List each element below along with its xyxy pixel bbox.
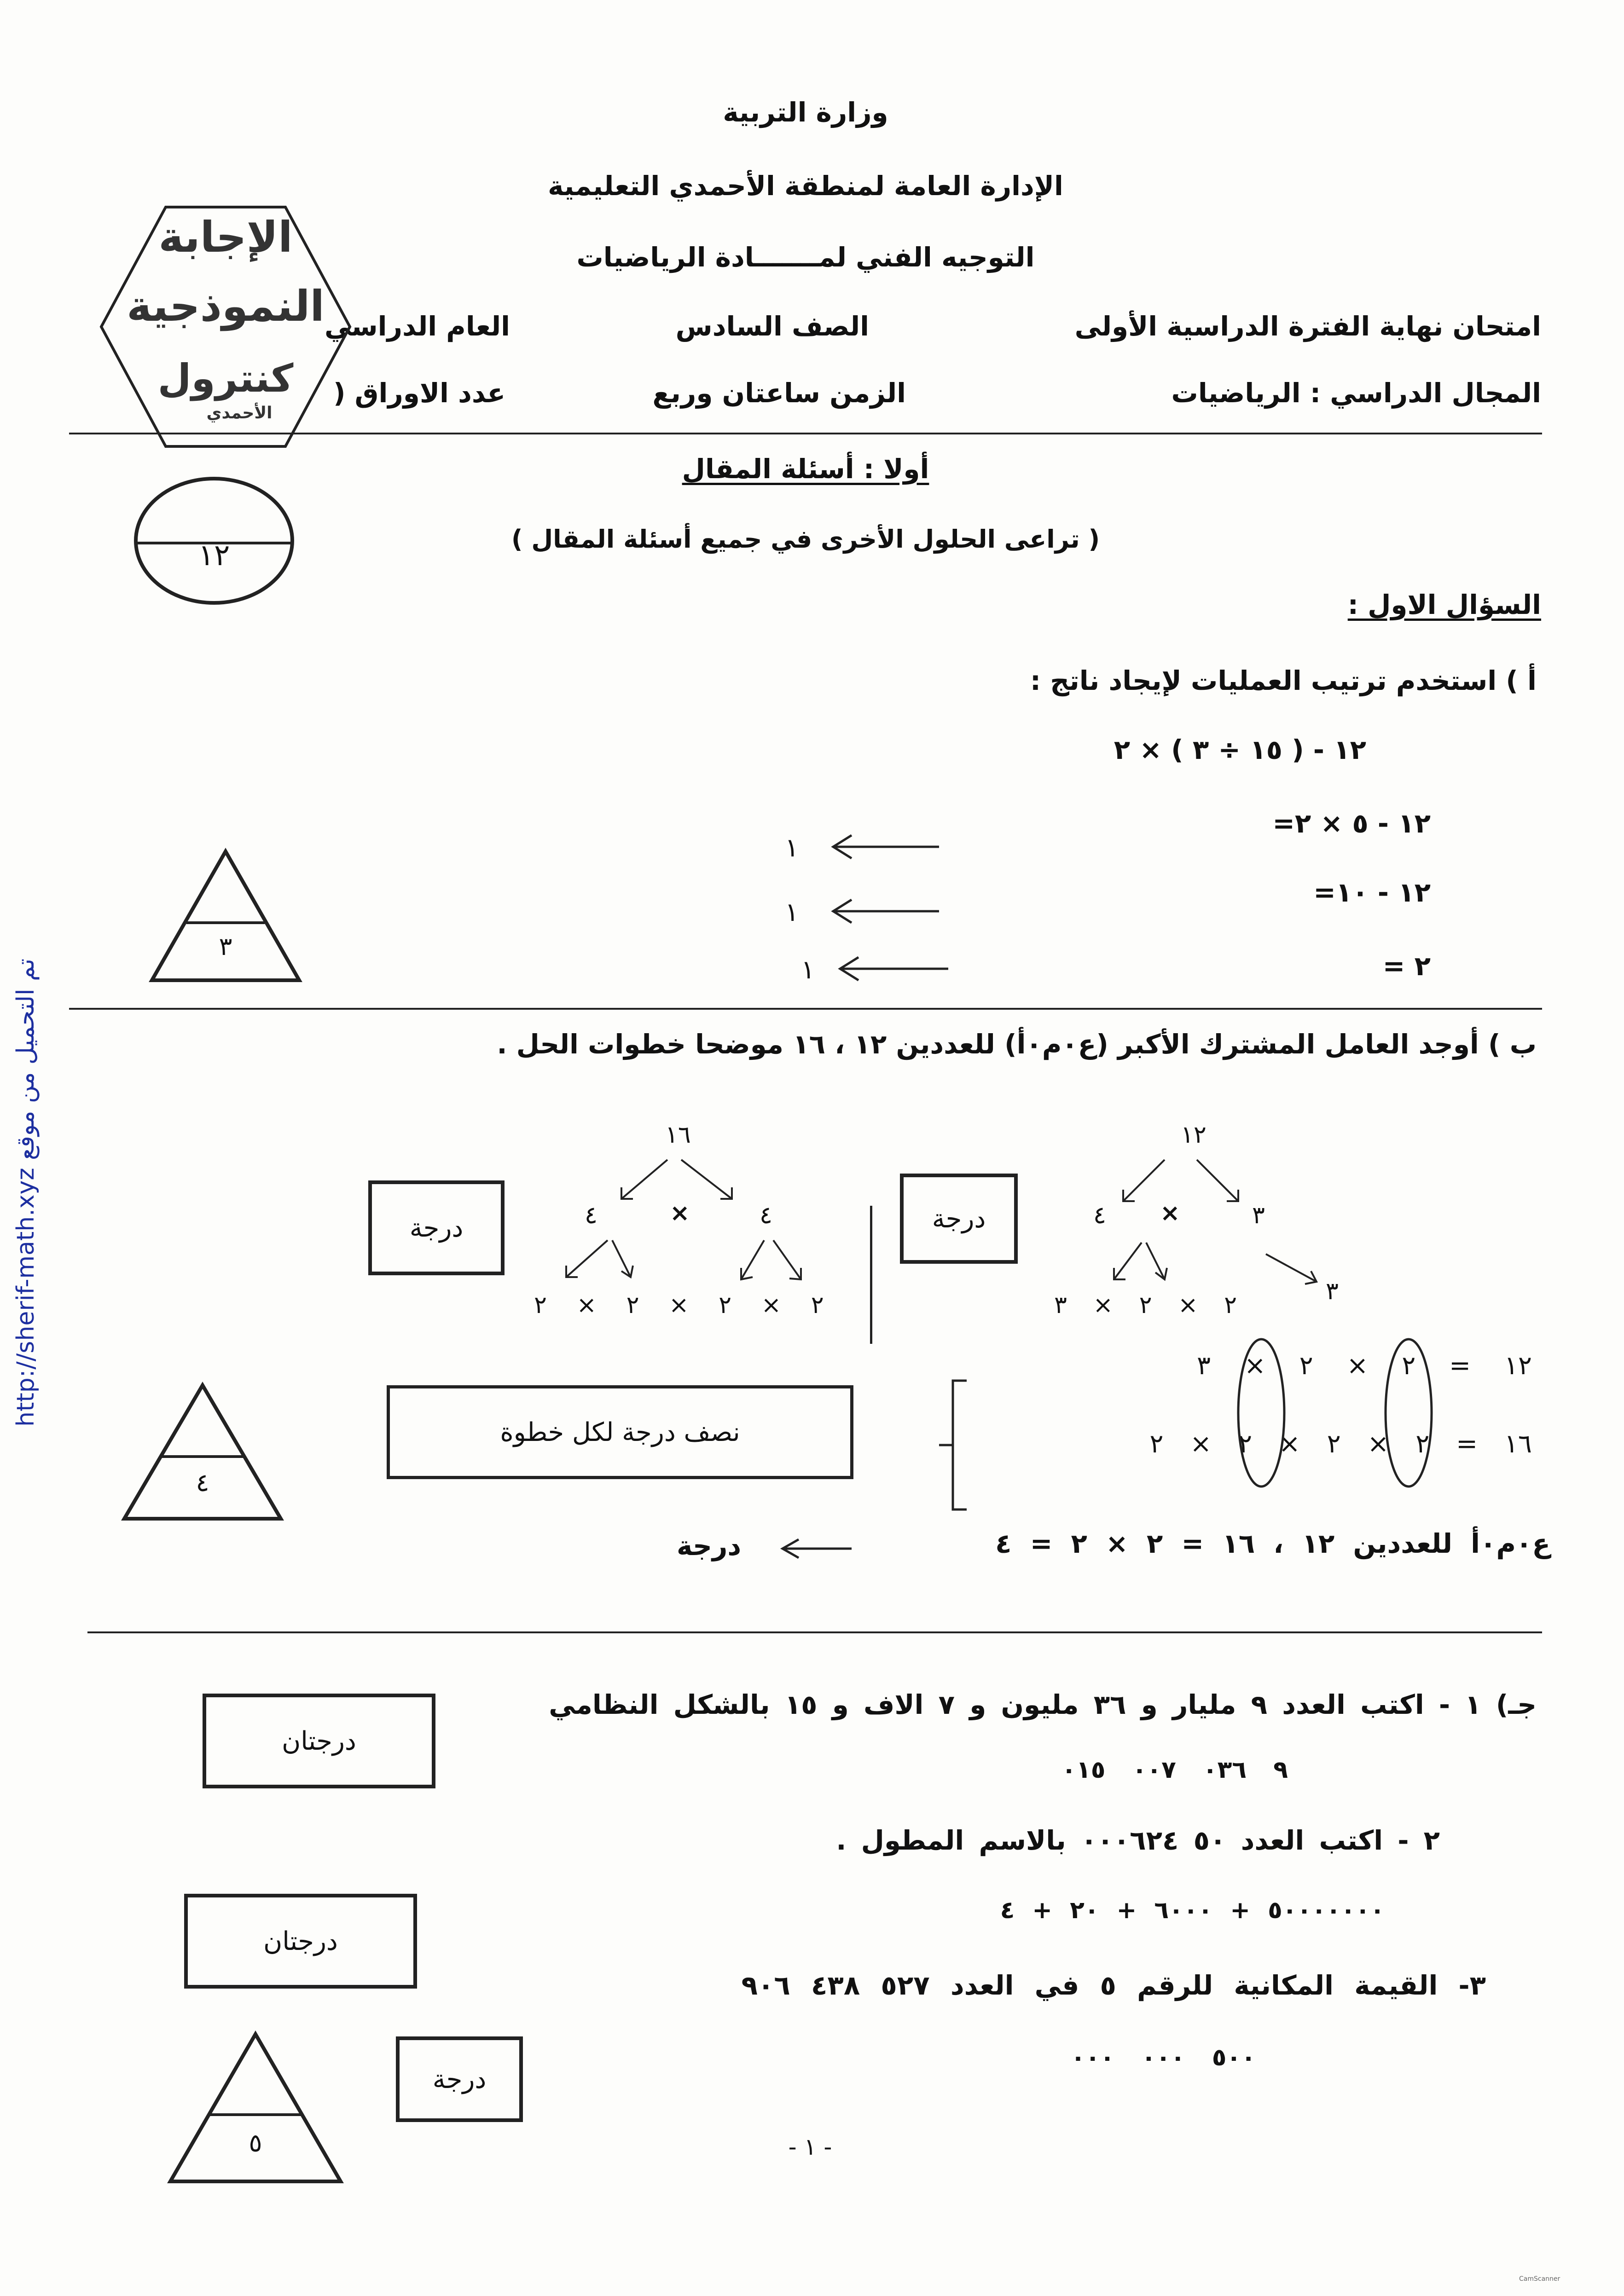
q1c-mark-box-2: درجتان <box>184 1894 417 1989</box>
stamp-line-1: الإجابة <box>158 213 293 262</box>
half-mark-box: نصف درجة لكل خطوة <box>387 1385 853 1479</box>
q1a-mark-2: ١ <box>785 897 799 927</box>
field-label: المجال الدراسي : الرياضيات <box>1171 377 1541 409</box>
tree16-right: ٤ <box>760 1202 772 1229</box>
total-score: ١٢ <box>198 538 230 573</box>
section-note: ( تراعى الحلول الأخرى في جميع أسئلة المقال ) <box>511 525 1100 554</box>
q1b-result: ع٠م٠أ للعددين ١٢ ، ١٦ = ٢ × ٢ = ٤ <box>995 1528 1550 1559</box>
grade-label: الصف السادس <box>675 311 869 342</box>
section-title: أولا : أسئلة المقال <box>682 453 929 485</box>
exam-title: امتحان نهاية الفترة الدراسية الأولى <box>1074 311 1541 342</box>
tree12-branches <box>1059 1151 1372 1316</box>
q1c-score-triangle <box>166 2030 345 2186</box>
page-number: - ١ - <box>788 2134 832 2160</box>
q1a-score-triangle <box>147 847 304 985</box>
tree12-leaves: ٢ × ٢ × ٣ <box>1054 1291 1237 1319</box>
part-b-divider <box>87 1631 1542 1633</box>
q1c-prompt-2: ٢ - اكتب العدد ٥٠ ٠٠٠٦٢٤ بالاسم المطول . <box>836 1825 1440 1856</box>
q1b-result-arrow <box>778 1537 856 1560</box>
tree16-branches <box>543 1151 856 1316</box>
tree12-extra-factor: ٣ <box>1326 1278 1339 1305</box>
q1a-line4: = ٢ <box>1382 950 1431 982</box>
q1b-factor-12: ١٢ = ٢ × ٢ × ٣ <box>1197 1351 1532 1381</box>
q1a-score: ٣ <box>219 932 232 961</box>
duration-label: الزمن ساعتان وربع <box>652 377 906 409</box>
footer-scanner-mark: CamScanner <box>1519 2275 1560 2283</box>
stamp-line-2: النموذجية <box>127 282 325 331</box>
q1b-prompt: ب ) أوجد العامل المشترك الأكبر (ع٠م٠أ) للعددين ١٢ ، ١٦ موضحا خطوات الحل . <box>497 1029 1537 1060</box>
common-factor-circles <box>1215 1335 1473 1491</box>
q1c-answer-3: ٥٠٠ ٠٠٠ ٠٠٠ <box>1071 2044 1256 2071</box>
tree16-left: ٤ <box>585 1202 597 1229</box>
year-label: العام الدراسي <box>324 311 510 342</box>
q1c-answer-2: ٥٠٠٠٠٠٠٠ + ٦٠٠٠ + ٢٠ + ٤ <box>1000 1897 1385 1924</box>
q1c-prompt-1: جـ) ١ - اكتب العدد ٩ مليار و ٣٦ مليون و ٧ الاف و ١٥ بالشكل النظامي <box>549 1689 1537 1720</box>
tree16-root: ١٦ <box>665 1121 691 1149</box>
q1a-line2: =١٢ - ٥ × ٢ <box>1272 808 1431 839</box>
q1b-mark-box-right: درجة <box>900 1174 1018 1264</box>
q1b-score-triangle <box>120 1381 285 1523</box>
side-watermark: تم التحميل من موقع http://sherif-math.xyz <box>12 958 40 1427</box>
q1a-mark-1: ١ <box>785 833 799 863</box>
tree16-leaves: ٢ × ٢ × ٢ × ٢ <box>534 1291 824 1319</box>
tree12-left: ٤ <box>1093 1202 1106 1229</box>
tree16-times: × <box>670 1199 690 1227</box>
stamp-line-3: كنترول <box>157 356 294 401</box>
q1a-line3: =١٢ - ١٠ <box>1313 877 1431 908</box>
q1a-mark-3: ١ <box>801 955 815 985</box>
q1b-mark-box-left: درجة <box>368 1180 505 1275</box>
part-a-divider <box>69 1008 1542 1010</box>
tree12-times: × <box>1160 1199 1180 1227</box>
q1a-arrows <box>819 828 957 985</box>
tree12-right: ٣ <box>1252 1202 1265 1229</box>
directorate-title: الإدارة العامة لمنطقة الأحمدي التعليمية <box>548 170 1063 202</box>
q1b-result-mark: درجة <box>677 1530 742 1562</box>
q1c-mark-box-1: درجتان <box>203 1694 435 1788</box>
ministry-title: وزارة التربية <box>723 97 888 128</box>
q1c-score: ٥ <box>249 2128 262 2157</box>
q1-label: السؤال الاول : <box>1347 589 1541 620</box>
factor-bracket <box>939 1376 976 1514</box>
pages-label: عدد الاوراق ( <box>333 377 505 409</box>
supervision-title: التوجيه الفني لمـــــــادة الرياضيات <box>576 242 1035 273</box>
q1b-score: ٤ <box>196 1468 209 1497</box>
q1a-line1: ١٢ - ( ١٥ ÷ ٣ ) × ٢ <box>1114 734 1366 765</box>
q1c-mark-box-3: درجة <box>396 2036 523 2122</box>
q1b-factor-16: ١٦ = ٢ × ٢ × ٢ × ٢ <box>1149 1429 1532 1459</box>
stamp-line-4: الأحمدي <box>206 404 273 422</box>
q1c-prompt-3: ٣- القيمة المكانية للرقم ٥ في العدد ٥٢٧ ٤٣٨ ٩٠٦ <box>741 1970 1486 2001</box>
tree12-root: ١٢ <box>1181 1121 1206 1149</box>
q1a-prompt: أ ) استخدم ترتيب العمليات لإيجاد ناتج : <box>1030 665 1537 696</box>
q1c-answer-1: ٩ ٠٣٦ ٠٠٧ ٠١٥ <box>1061 1756 1288 1784</box>
tree-separator <box>870 1206 872 1344</box>
header-divider <box>69 433 1542 434</box>
